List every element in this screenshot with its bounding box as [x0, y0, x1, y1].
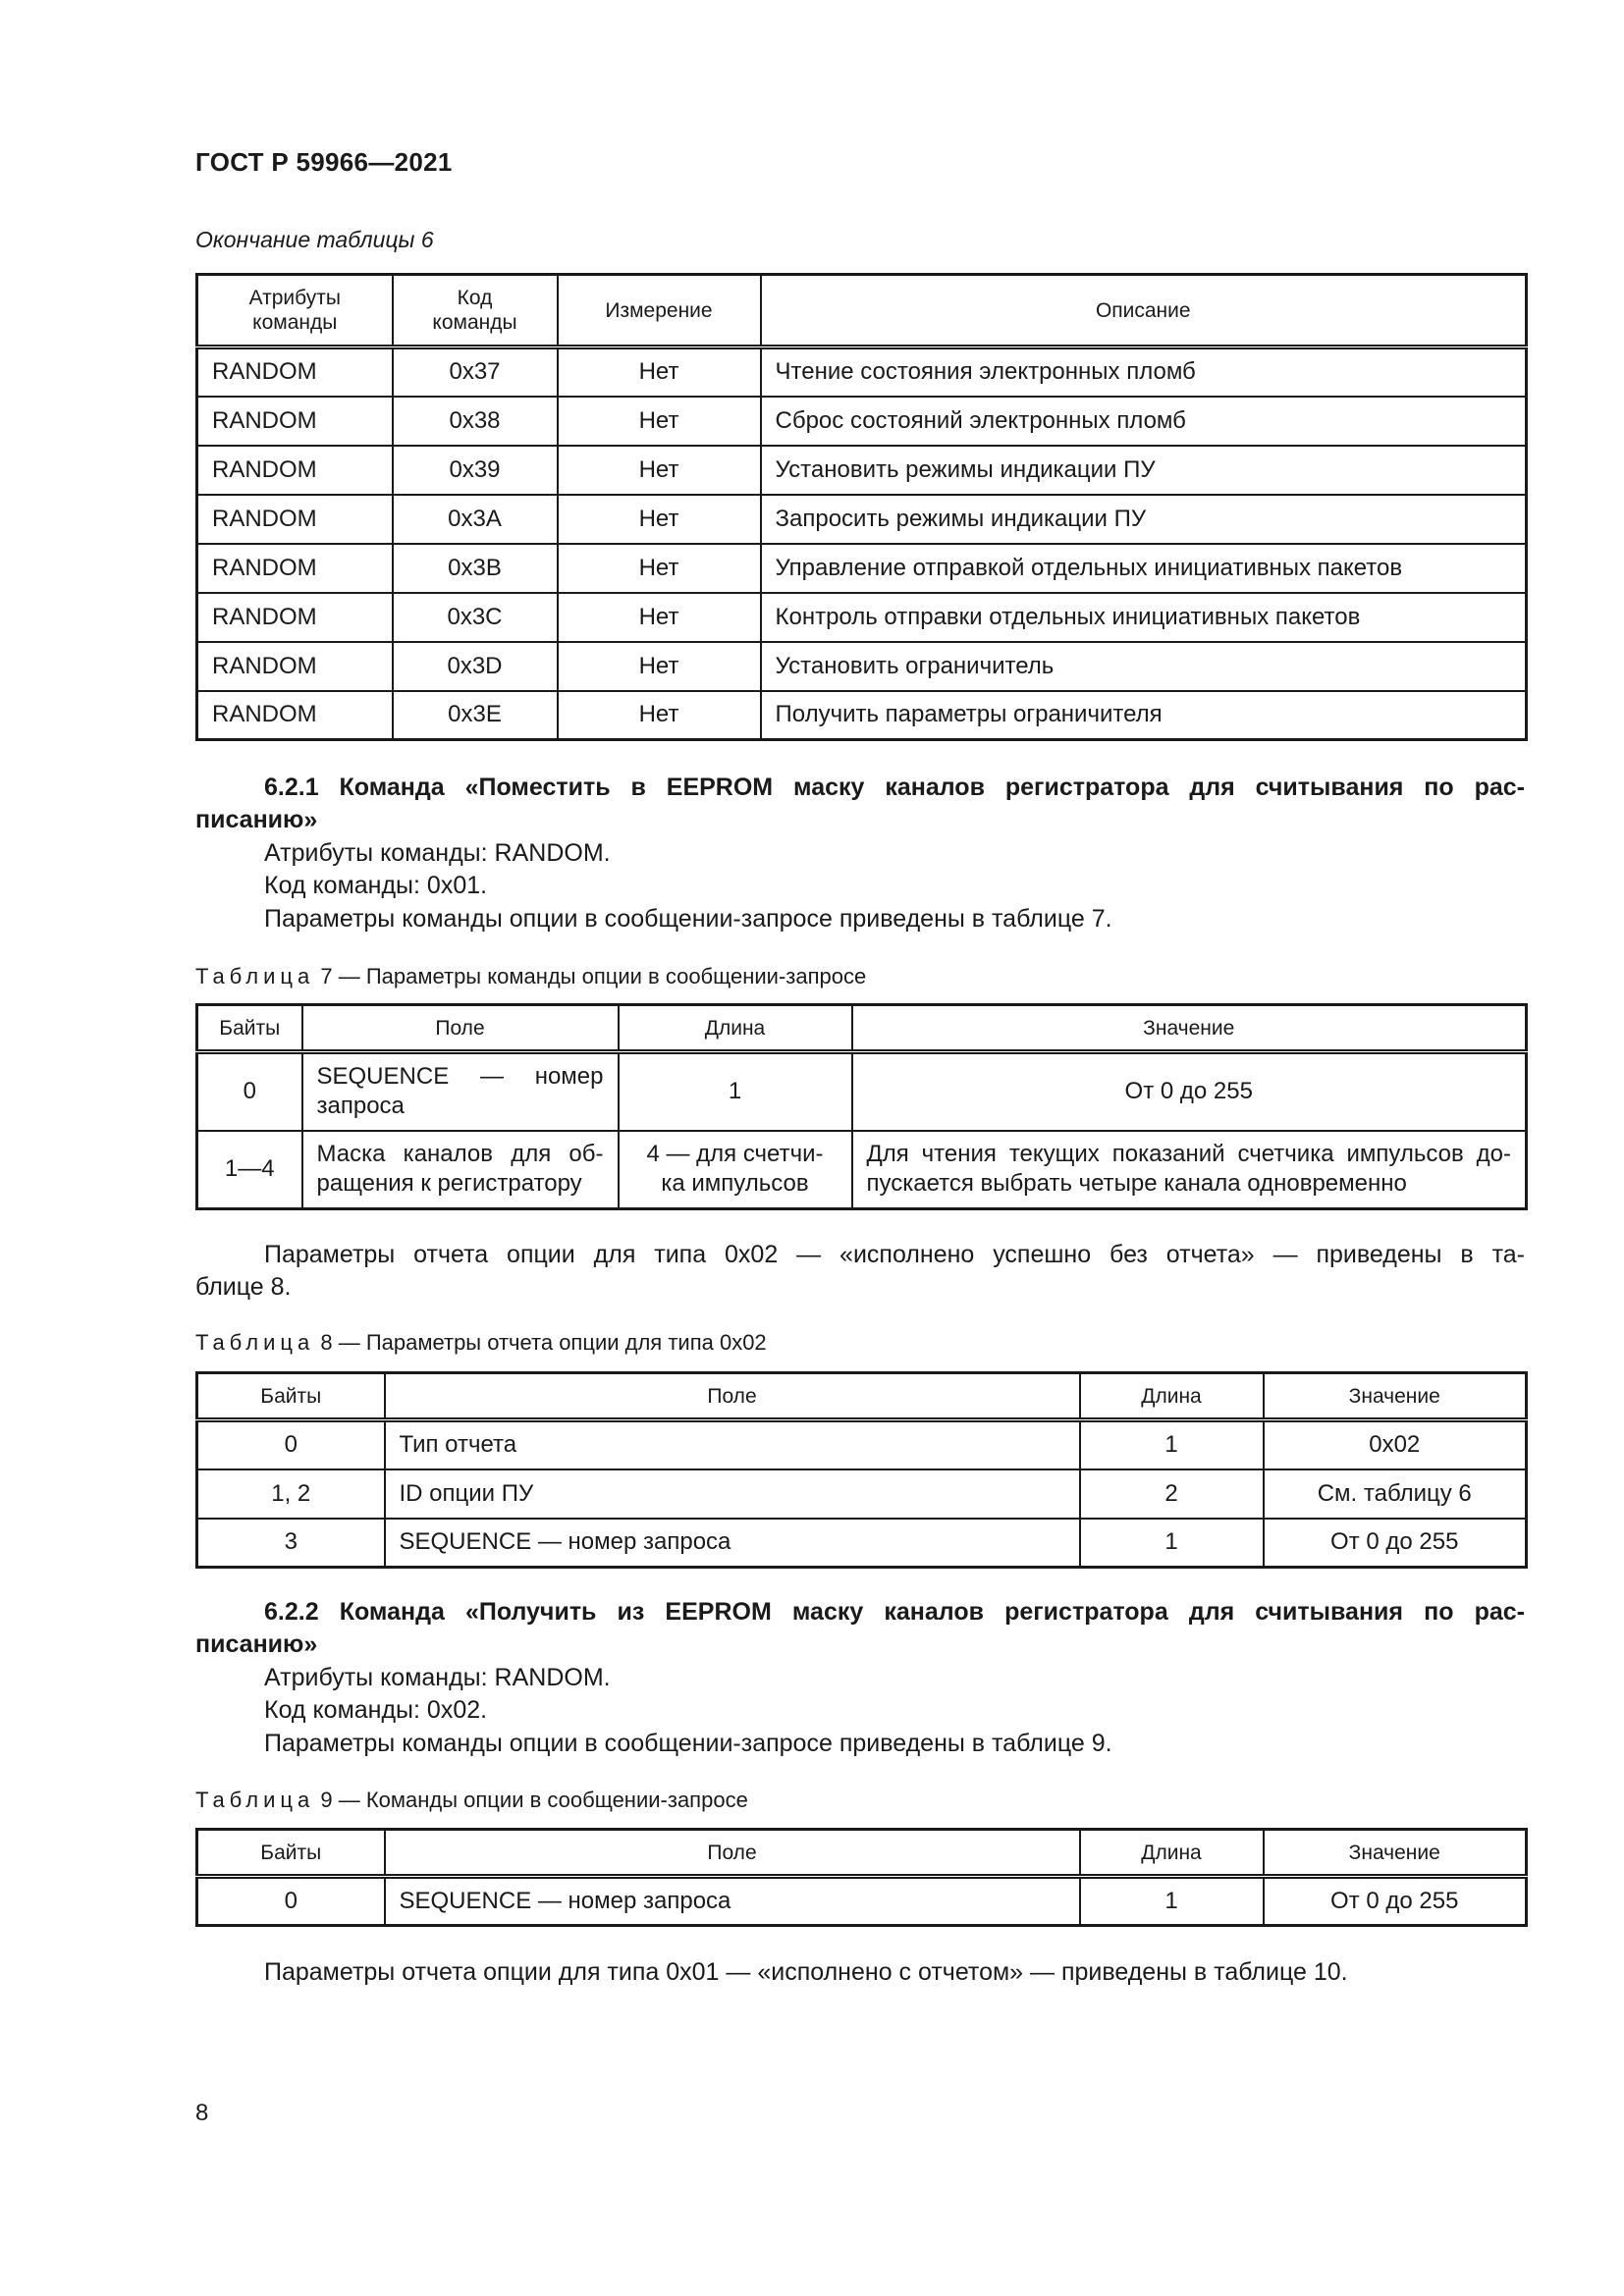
table-7 — [195, 1003, 1528, 1210]
t7-col-field: Поле — [302, 1005, 619, 1052]
table-row — [197, 1420, 1527, 1469]
table-row — [197, 1877, 1527, 1926]
table6-cell: Нет — [558, 544, 761, 593]
table-row — [197, 1519, 1527, 1568]
table6-cell: 0x3E — [393, 691, 558, 740]
t8-col-bytes: Байты — [197, 1373, 385, 1420]
table6-cell: Нет — [558, 495, 761, 544]
table-row — [197, 544, 1527, 593]
table-row — [197, 1052, 1527, 1131]
table6-cell: 0x37 — [393, 347, 558, 397]
table-7-caption: Таблица 7 — Параметры команды опции в сообщении-запросе — [195, 964, 867, 988]
report-8-paragraph: Параметры отчета опции для типа 0x02 — «исполнено успешно без отчета» — приведены в та- блице 8. — [195, 1241, 1525, 1301]
t8-col-length: Длина — [1080, 1373, 1264, 1420]
table8-cell: 1 — [1080, 1420, 1264, 1469]
table-9-caption: Таблица 9 — Команды опции в сообщении-запросе — [195, 1788, 748, 1812]
table6-cell: Нет — [558, 347, 761, 397]
section-6-2-1-attributes: Атрибуты команды: RANDOM. — [264, 839, 611, 867]
table6-cell: 0x38 — [393, 397, 558, 446]
section-6-2-1-heading: 6.2.1 Команда «Поместить в EEPROM маску каналов регистратора для считывания по рас- писанию» — [195, 774, 1525, 833]
section-6-2-2-code: Код команды: 0x02. — [264, 1696, 488, 1724]
table6-cell: Чтение состояния электронных пломб — [761, 347, 1527, 397]
section-6-2-2-params: Параметры команды опции в сообщении-запросе приведены в таблице 9. — [264, 1730, 1112, 1757]
table6-cell: RANDOM — [197, 593, 393, 642]
table6-cell: RANDOM — [197, 347, 393, 397]
table6-cell: RANDOM — [197, 397, 393, 446]
table6-cell: Нет — [558, 642, 761, 691]
section-6-2-1-params: Параметры команды опции в сообщении-запросе приведены в таблице 7. — [264, 905, 1112, 933]
table-8 — [195, 1371, 1528, 1569]
t8-col-value: Значение — [1264, 1373, 1527, 1420]
table-row — [197, 347, 1527, 397]
table9-cell: 0 — [197, 1877, 385, 1926]
table-row — [197, 1469, 1527, 1519]
table8-cell: 0 — [197, 1420, 385, 1469]
table-8-caption: Таблица 8 — Параметры отчета опции для типа 0x02 — [195, 1330, 767, 1355]
table8-cell: 3 — [197, 1519, 385, 1568]
table8-cell: 1 — [1080, 1519, 1264, 1568]
page-number: 8 — [195, 2100, 209, 2126]
t7-cell-length: 1 — [619, 1052, 852, 1131]
table6-cell: Установить режимы индикации ПУ — [761, 446, 1527, 495]
table8-cell: ID опции ПУ — [385, 1469, 1080, 1519]
table8-cell: 0x02 — [1264, 1420, 1527, 1469]
t9-col-value: Значение — [1264, 1830, 1527, 1877]
table6-cell: RANDOM — [197, 642, 393, 691]
table6-continuation-caption: Окончание таблицы 6 — [195, 227, 434, 252]
t7-cell-value: От 0 до 255 — [852, 1052, 1527, 1131]
section-6-2-2-heading: 6.2.2 Команда «Получить из EEPROM маску каналов регистратора для считывания по рас- писанию» — [195, 1598, 1525, 1658]
table8-cell: От 0 до 255 — [1264, 1519, 1527, 1568]
section-6-2-1-code: Код команды: 0x01. — [264, 872, 488, 899]
table6-cell: Нет — [558, 593, 761, 642]
table-row — [197, 397, 1527, 446]
table8-cell: SEQUENCE — номер запроса — [385, 1519, 1080, 1568]
table9-cell: От 0 до 255 — [1264, 1877, 1527, 1926]
table6-cell: Контроль отправки отдельных инициативных пакетов — [761, 593, 1527, 642]
t7-cell-bytes: 0 — [197, 1052, 302, 1131]
table6-cell: 0x39 — [393, 446, 558, 495]
table6-cell: RANDOM — [197, 691, 393, 740]
table6-cell: 0x3C — [393, 593, 558, 642]
t7-cell-bytes: 1—4 — [197, 1131, 302, 1209]
t9-col-field: Поле — [385, 1830, 1080, 1877]
table8-cell: 1, 2 — [197, 1469, 385, 1519]
t8-col-field: Поле — [385, 1373, 1080, 1420]
t7-cell-field: Маска каналов для об- ращения к регистратору — [302, 1131, 619, 1209]
document-header: ГОСТ Р 59966—2021 — [195, 147, 453, 177]
t9-col-length: Длина — [1080, 1830, 1264, 1877]
report-10-paragraph: Параметры отчета опции для типа 0x01 — «исполнено с отчетом» — приведены в таблице 10. — [264, 1958, 1348, 1986]
section-6-2-2-attributes: Атрибуты команды: RANDOM. — [264, 1664, 611, 1691]
table9-cell: SEQUENCE — номер запроса — [385, 1877, 1080, 1926]
t6-col-attributes: Атрибуты команды — [197, 275, 393, 347]
table6-cell: RANDOM — [197, 544, 393, 593]
t7-cell-field: SEQUENCE — номер запроса — [302, 1052, 619, 1131]
t6-col-code: Код команды — [393, 275, 558, 347]
table6-cell: RANDOM — [197, 446, 393, 495]
table-row — [197, 691, 1527, 740]
table6-cell: Запросить режимы индикации ПУ — [761, 495, 1527, 544]
table-6 — [195, 273, 1528, 741]
table6-cell: Сброс состояний электронных пломб — [761, 397, 1527, 446]
table9-cell: 1 — [1080, 1877, 1264, 1926]
table8-cell: См. таблицу 6 — [1264, 1469, 1527, 1519]
t7-cell-value: Для чтения текущих показаний счетчика импульсов до- пускается выбрать четыре канала одновременно — [852, 1131, 1527, 1209]
table6-cell: Установить ограничитель — [761, 642, 1527, 691]
table8-cell: Тип отчета — [385, 1420, 1080, 1469]
table6-cell: Управление отправкой отдельных инициативных пакетов — [761, 544, 1527, 593]
table-row — [197, 1131, 1527, 1209]
t7-col-length: Длина — [619, 1005, 852, 1052]
table6-cell: Нет — [558, 397, 761, 446]
t7-col-bytes: Байты — [197, 1005, 302, 1052]
table6-cell: 0x3A — [393, 495, 558, 544]
t7-cell-length: 4 — для счетчи- ка импульсов — [619, 1131, 852, 1209]
table6-cell: 0x3B — [393, 544, 558, 593]
table6-cell: Получить параметры ограничителя — [761, 691, 1527, 740]
t6-col-measurement: Измерение — [558, 275, 761, 347]
table6-cell: Нет — [558, 691, 761, 740]
table6-cell: Нет — [558, 446, 761, 495]
table6-cell: RANDOM — [197, 495, 393, 544]
table-row — [197, 642, 1527, 691]
table-row — [197, 495, 1527, 544]
table6-cell: 0x3D — [393, 642, 558, 691]
table8-cell: 2 — [1080, 1469, 1264, 1519]
table-9 — [195, 1828, 1528, 1927]
table-row — [197, 593, 1527, 642]
t9-col-bytes: Байты — [197, 1830, 385, 1877]
t6-col-description: Описание — [761, 275, 1527, 347]
table-row — [197, 446, 1527, 495]
t7-col-value: Значение — [852, 1005, 1527, 1052]
